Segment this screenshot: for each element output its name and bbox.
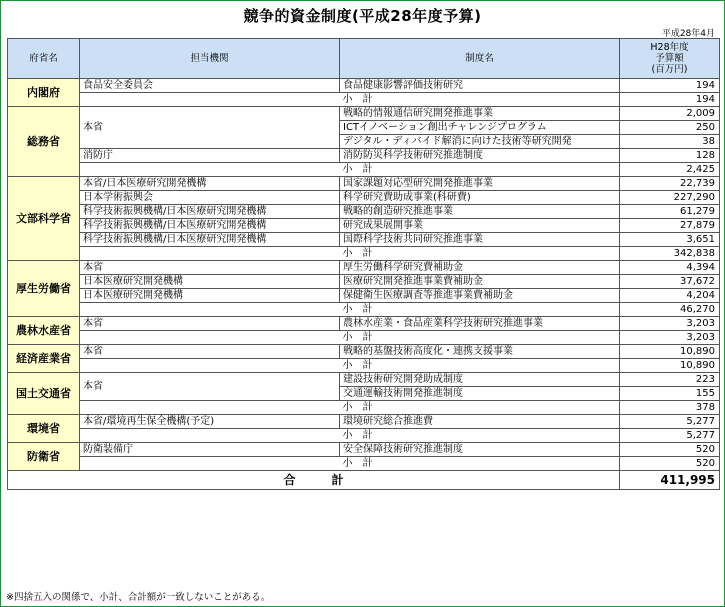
subtotal-spacer [80, 401, 340, 415]
ministry-name: 経済産業省 [8, 345, 80, 373]
system-cell: 科学研究費助成事業(科研費) [340, 191, 620, 205]
subtotal-amount: 378 [620, 401, 720, 415]
system-cell: 国際科学技術共同研究推進事業 [340, 233, 620, 247]
subtotal-amount: 520 [620, 457, 720, 471]
table-row [8, 373, 720, 387]
subtotal-amount: 2,425 [620, 163, 720, 177]
subtotal-spacer [80, 429, 340, 443]
amount-cell: 38 [620, 135, 720, 149]
subtotal-spacer [80, 457, 340, 471]
table-row [8, 443, 720, 457]
amount-cell: 5,277 [620, 415, 720, 429]
agency-cell: 本省 [80, 373, 340, 401]
system-cell: 国家課題対応型研究開発推進事業 [340, 177, 620, 191]
agency-cell: 科学技術振興機構/日本医療研究開発機構 [80, 219, 340, 233]
table-row [8, 177, 720, 191]
subtotal-spacer [80, 303, 340, 317]
amount-cell: 22,739 [620, 177, 720, 191]
ministry-name: 環境省 [8, 415, 80, 443]
table-body [8, 79, 720, 490]
subtotal-row [8, 247, 720, 261]
agency-cell: 科学技術振興機構/日本医療研究開発機構 [80, 233, 340, 247]
header-budget [620, 39, 720, 79]
ministry-name: 総務省 [8, 107, 80, 177]
agency-cell: 本省/環境再生保全機構(予定) [80, 415, 340, 429]
agency-cell: 科学技術振興機構/日本医療研究開発機構 [80, 205, 340, 219]
date-label: 平成28年4月 [661, 29, 715, 39]
subtotal-label: 小 計 [340, 429, 620, 443]
amount-cell: 520 [620, 443, 720, 457]
ministry-name: 国土交通省 [8, 373, 80, 415]
subtotal-spacer [80, 163, 340, 177]
ministry-name: 農林水産省 [8, 317, 80, 345]
agency-cell: 本省 [80, 107, 340, 149]
subtotal-row [8, 93, 720, 107]
system-cell: 戦略的創造研究推進事業 [340, 205, 620, 219]
subtotal-label: 小 計 [340, 457, 620, 471]
header-agency: 担当機関 [80, 39, 340, 79]
page-title: 競争的資金制度(平成28年度予算) [243, 7, 482, 25]
agency-cell: 消防庁 [80, 149, 340, 163]
agency-cell: 日本学術振興会 [80, 191, 340, 205]
agency-cell: 食品安全委員会 [80, 79, 340, 93]
amount-cell: 155 [620, 387, 720, 401]
agency-cell: 防衛装備庁 [80, 443, 340, 457]
table-row [8, 149, 720, 163]
header-budget-text: H28年度 予算額 (百万円) [650, 42, 689, 75]
total-amount: 411,995 [620, 471, 720, 490]
header-system: 制度名 [340, 39, 620, 79]
subtotal-label: 小 計 [340, 359, 620, 373]
amount-cell: 37,672 [620, 275, 720, 289]
system-cell: 医療研究開発推進事業費補助金 [340, 275, 620, 289]
table-row [8, 191, 720, 205]
table-row [8, 79, 720, 93]
subtotal-label: 小 計 [340, 401, 620, 415]
subtotal-spacer [80, 359, 340, 373]
funding-table [7, 38, 720, 490]
subtotal-amount: 3,203 [620, 331, 720, 345]
table-row [8, 107, 720, 121]
subtotal-spacer [80, 331, 340, 345]
system-cell: デジタル・ディバイド解消に向けた技術等研究開発 [340, 135, 620, 149]
system-cell: 研究成果展開事業 [340, 219, 620, 233]
system-cell: 消防防災科学技術研究推進制度 [340, 149, 620, 163]
amount-cell: 3,651 [620, 233, 720, 247]
table-row [8, 275, 720, 289]
footnote: ※四捨五入の関係で、小計、合計額が一致しないことがある。 [6, 592, 271, 603]
table-row [8, 205, 720, 219]
table-row [8, 317, 720, 331]
amount-cell: 194 [620, 79, 720, 93]
amount-cell: 27,879 [620, 219, 720, 233]
subtotal-amount: 342,838 [620, 247, 720, 261]
amount-cell: 250 [620, 121, 720, 135]
agency-cell: 日本医療研究開発機構 [80, 289, 340, 303]
amount-cell: 2,009 [620, 107, 720, 121]
amount-cell: 10,890 [620, 345, 720, 359]
subtotal-spacer [80, 93, 340, 107]
subtotal-label: 小 計 [340, 163, 620, 177]
subtotal-row [8, 429, 720, 443]
system-cell: ICTイノベーション創出チャレンジプログラム [340, 121, 620, 135]
system-cell: 食品健康影響評価技術研究 [340, 79, 620, 93]
table-row [8, 289, 720, 303]
subtotal-row [8, 303, 720, 317]
table-row [8, 261, 720, 275]
amount-cell: 4,394 [620, 261, 720, 275]
subtotal-row [8, 457, 720, 471]
amount-cell: 128 [620, 149, 720, 163]
system-cell: 建設技術研究開発助成制度 [340, 373, 620, 387]
system-cell: 安全保障技術研究推進制度 [340, 443, 620, 457]
total-row [8, 471, 720, 490]
subtotal-row [8, 401, 720, 415]
header-ministry: 府省名 [8, 39, 80, 79]
subtotal-label: 小 計 [340, 247, 620, 261]
agency-cell: 日本医療研究開発機構 [80, 275, 340, 289]
subtotal-row [8, 359, 720, 373]
subtotal-label: 小 計 [340, 303, 620, 317]
agency-cell: 本省/日本医療研究開発機構 [80, 177, 340, 191]
subtotal-spacer [80, 247, 340, 261]
system-cell: 農林水産業・食品産業科学技術研究推進事業 [340, 317, 620, 331]
system-cell: 戦略的情報通信研究開発推進事業 [340, 107, 620, 121]
system-cell: 戦略的基盤技術高度化・連携支援事業 [340, 345, 620, 359]
subtotal-amount: 46,270 [620, 303, 720, 317]
table-row [8, 233, 720, 247]
system-cell: 厚生労働科学研究費補助金 [340, 261, 620, 275]
amount-cell: 227,290 [620, 191, 720, 205]
subtotal-amount: 10,890 [620, 359, 720, 373]
system-cell: 保健衛生医療調査等推進事業費補助金 [340, 289, 620, 303]
total-label: 合 計 [8, 471, 620, 490]
subtotal-amount: 5,277 [620, 429, 720, 443]
table-row [8, 219, 720, 233]
amount-cell: 61,279 [620, 205, 720, 219]
ministry-name: 文部科学省 [8, 177, 80, 261]
ministry-name: 内閣府 [8, 79, 80, 107]
subtotal-row [8, 163, 720, 177]
ministry-name: 厚生労働省 [8, 261, 80, 317]
system-cell: 環境研究総合推進費 [340, 415, 620, 429]
amount-cell: 3,203 [620, 317, 720, 331]
ministry-name: 防衛省 [8, 443, 80, 471]
subtotal-amount: 194 [620, 93, 720, 107]
agency-cell: 本省 [80, 317, 340, 331]
subtotal-label: 小 計 [340, 331, 620, 345]
agency-cell: 本省 [80, 345, 340, 359]
header-row [8, 39, 720, 79]
table-row [8, 415, 720, 429]
amount-cell: 223 [620, 373, 720, 387]
subtotal-row [8, 331, 720, 345]
agency-cell: 本省 [80, 261, 340, 275]
amount-cell: 4,204 [620, 289, 720, 303]
system-cell: 交通運輸技術開発推進制度 [340, 387, 620, 401]
table-row [8, 345, 720, 359]
subtotal-label: 小 計 [340, 93, 620, 107]
